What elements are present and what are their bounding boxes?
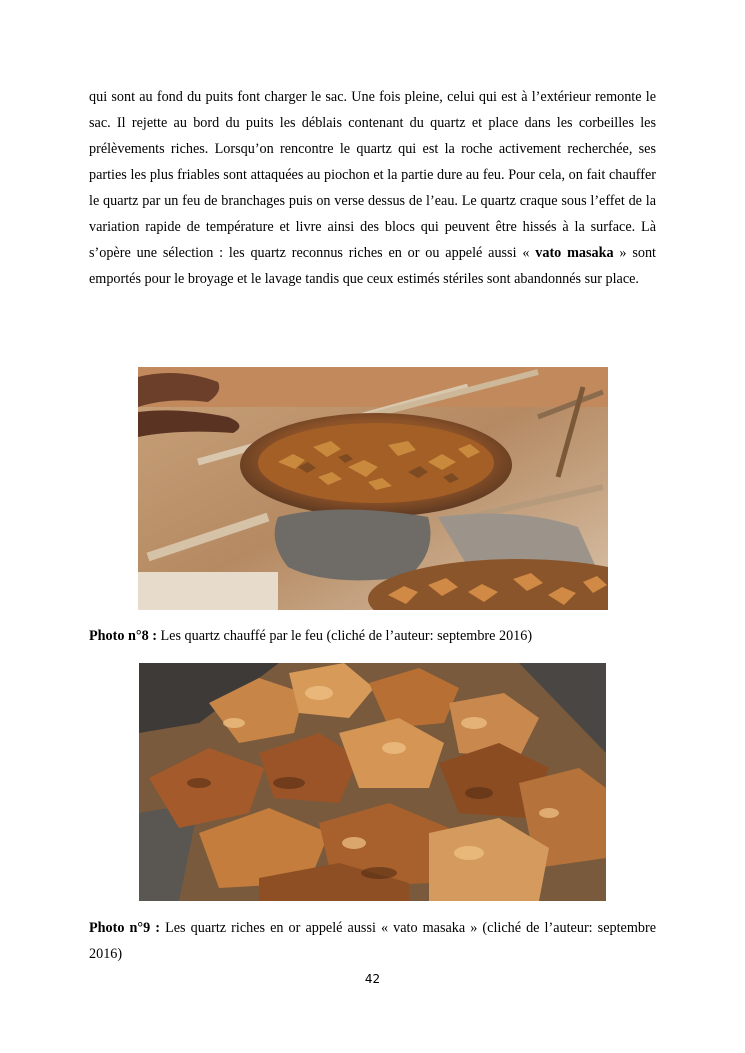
photo-9-caption-text: Les quartz riches en or appelé aussi « vato masaka » (cliché de l’auteur: septembre 2016) xyxy=(89,920,656,962)
photo-8-caption xyxy=(89,623,656,649)
photo-heated-quartz xyxy=(138,367,608,610)
photo-gold-rich-quartz xyxy=(139,663,606,901)
photo-9-caption-label: Photo n°9 : xyxy=(89,920,160,936)
body-paragraph xyxy=(89,84,656,292)
photo-8-caption-label: Photo n°8 : xyxy=(89,628,157,644)
body-text-part1: qui sont au fond du puits font charger le sac. Une fois pleine, celui qui est à l’extérieur remonte le sac. Il rejette au bord du puits les déblais contenant du quartz et place dans les corbeilles les prélèvements riches. Lorsqu’on rencontre le quartz qui est la roche activement recherchée, ses parties les plus friables sont attaquées au piochon et la partie dure au feu. Pour cela, on fait chauffer le quartz par un feu de branchages puis on verse dessus de l’eau. Le quartz craque sous l’effet de la variation rapide de température et livre ainsi des blocs qui peuvent être hissés à la surface. Là s’opère une sélection : les quartz reconnus riches en or ou appelé aussi « xyxy=(89,89,656,261)
photo-8-caption-text: Les quartz chauffé par le feu (cliché de l’auteur: septembre 2016) xyxy=(156,628,533,644)
body-text-bold-term: vato masaka xyxy=(535,245,614,261)
photo-9-caption xyxy=(89,915,656,967)
page-number: 42 xyxy=(364,972,381,986)
body-text-part2: » sont emportés pour le broyage et le lavage tandis que ceux estimés stériles sont abandonnés sur place. xyxy=(89,245,656,287)
